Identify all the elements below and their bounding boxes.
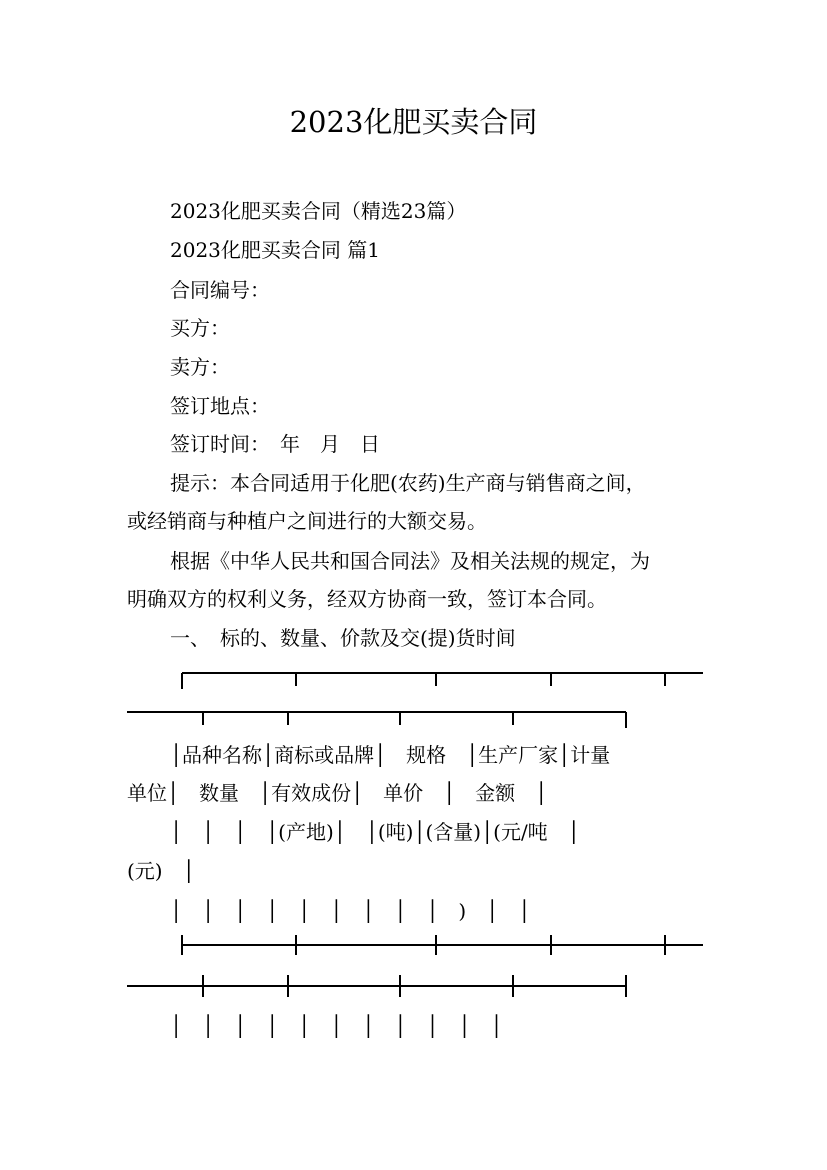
tip-paragraph-line-2: 或经销商与种植户之间进行的大额交易。 [127, 509, 487, 533]
signing-date-line: 签订时间： 年 月 日 [170, 432, 380, 456]
contract-number-line: 合同编号： [170, 278, 270, 302]
tip-paragraph-line-1: 提示：本合同适用于化肥(农药)生产商与销售商之间， [170, 471, 646, 495]
document-title: 2023化肥买卖合同 [289, 105, 538, 139]
seller-line: 卖方： [170, 355, 230, 379]
table-header-row-wrap: 单位│ 数量 │有效成份│ 单价 │ 金额 │ [127, 781, 548, 805]
basis-paragraph-line-1: 根据《中华人民共和国合同法》及相关法规的规定，为 [170, 549, 650, 573]
buyer-line: 买方： [170, 316, 230, 340]
signing-place-line: 签订地点： [170, 394, 270, 418]
subtitle-line: 2023化肥买卖合同（精选23篇） [170, 199, 467, 223]
table-subheader-row-wrap: (元) │ [127, 859, 195, 883]
clause-one-heading: 一、 标的、数量、价款及交(提)货时间 [170, 626, 516, 650]
section-heading: 2023化肥买卖合同 篇1 [170, 238, 380, 262]
table-subheader-row: │ │ │ │(产地)│ │(吨)│(含量)│(元/吨 │ [170, 820, 580, 844]
basis-paragraph-line-2: 明确双方的权利义务，经双方协商一致，签订本合同。 [127, 587, 607, 611]
table-empty-row: │ │ │ │ │ │ │ │ │ ) │ │ [170, 899, 531, 923]
table-header-row: │品种名称│商标或品牌│ 规格 │生产厂家│计量 [170, 743, 611, 767]
table-empty-row-2: │ │ │ │ │ │ │ │ │ │ │ [170, 1014, 503, 1038]
